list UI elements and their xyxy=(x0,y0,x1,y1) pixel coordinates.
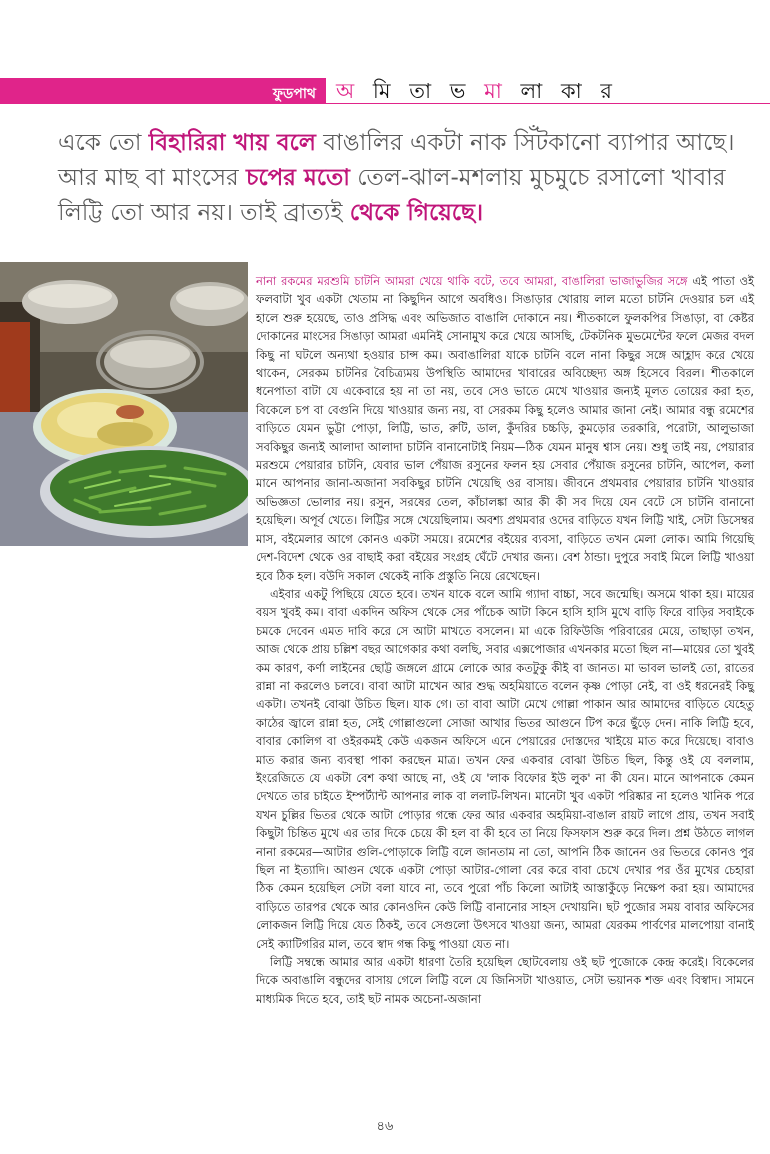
author-surname-initial: মা xyxy=(484,79,508,103)
author-initial: অ xyxy=(336,79,361,103)
article-body xyxy=(256,272,754,1008)
section-label: ফুডপাথ xyxy=(272,86,316,102)
quote-part-3: তেল-ঝাল-মশলায় মুচমুচে রসালো খাবার লিট্টি তো আর নয়। তাই ব্রাত্যই xyxy=(58,165,726,226)
food-photo xyxy=(0,262,248,546)
author-surname-rest: লা কা র xyxy=(520,79,618,103)
quote-part-1: একে তো xyxy=(58,130,149,156)
pull-quote xyxy=(58,126,738,231)
header-bar xyxy=(0,78,770,104)
quote-highlight-3: থেকে গিয়েছে। xyxy=(349,200,484,226)
article-paragraph-3: লিট্টি সম্বন্ধে আমার আর একটা ধারণা তৈরি হয়েছিল ছোটবেলায় ওই ছট পুজোকে কেন্দ্র করেই। বিকেলের দিকে অবাঙালি বন্ধুদের বাসায় গেলে লিট্টি বলে যে জিনিসটা খাওয়াত, সেটা ভয়ানক শক্ত এবং বিস্বাদ। সামনে মাধ্যমিক দিতে হবে, তাই ছট নামক অচেনা-অজানা xyxy=(256,955,754,1006)
author-first-rest: মি তা ভ xyxy=(372,79,485,103)
header-rule xyxy=(0,103,770,104)
section-tag xyxy=(0,78,326,104)
article-paragraph-2: এইবার একটু পিছিয়ে যেতে হবে। তখন যাকে বলে আমি গ্যাদা বাচ্চা, সবে জন্মেছি। অসমে থাকা হয়। মায়ের বয়স খুবই কম। বাবা একদিন অফিস থেকে সের পাঁচেক আটা কিনে হাসি হাসি মুখে বাড়ি ফিরে বাড়ির সবাইকে চমকে দেবেন এমত দাবি করে সে আটা মাখতে বসলেন। মা একে রিফিউজি পরিবারের মেয়ে, তাছাড়া তখন, আজ থেকে প্রায় চল্লিশ বছর আগেকার কথা বলছি, সবার এক্সপোজার এখনকার মতো ছিল না—মায়ের তো খুবই কম কারণ, কর্ণা লাইনের ছোট্ট জঙ্গলে গ্রামে লোকে আর কতটুকু কীই বা জানত। মা ভাবল ভালই তো, রাতের রান্না না করলেও চলবে। বাবা আটা মাখেন আর শুদ্ধ অহমিয়াতে বলেন কৃষ্ণ পোড়া নেই, বা ওই ধরনেরই কিছু একটা। তখনই বোঝা উচিত ছিল। যাক গে। তা বাবা আটা মেখে গোল্লা পাকান আর আমাদের বাড়িতে যেহেতু কাঠের জ্বালে রান্না হত, সেই গোল্লাগুলো সোজা আখার ভিতর আগুনে টিপ করে ছুঁড়ে দেন। নাকি লিট্টি হবে, বাবার কোলিগ বা ওইরকমই কেউ একজন অফিসে এনে পেয়ারের দোস্তদের খাইয়ে মাত করে দিয়েছে। বাবাও মাত করার জন্য ব্যবস্থা পাকা করছেন মাত্র। তখন ফের একবার বোঝা উচিত ছিল, কিন্তু ওই যে বললাম, ইংরেজিতে যে একটা বেশ কথা আছে না, ওই যে 'লাক বিফোর ইউ লুক' না কী যেন। মানে আপনাকে কেমন দেখতে তার চাইতে ইম্পর্ট্যান্ট আপনার লাক বা ললাট-লিখন। মানেটা খুব একটা পরিষ্কার না হলেও খানিক পরে যখন চুল্লির ভিতর থেকে আটা পোড়ার গন্ধে ফের আর একবার অহমিয়া-বাঙাল রায়ট লাগে প্রায়, তখন সবাই কিছুটা চিন্তিত মুখে এর তার দিকে চেয়ে কী হল বা কী হবে তা নিয়ে ফিসফাস শুরু করে দিল। প্রশ্ন উঠতে লাগল নানা রকমের—আটার গুলি-পোড়াকে লিট্টি বলে জানতাম না তো, আপনি ঠিক জানেন ওর ভিতরে কোনও পুর ছিল না ইত্যাদি। আগুন থেকে একটা পোড়া আটার-গোলা বের করে বাবা চেখে দেখার পর ওঁর মুখের চেহারা ঠিক কেমন হয়েছিল সেটা বলা যাবে না, তবে পুরো পাঁচ কিলো আটাই আস্তাকুঁড়ে নিক্ষেপ করা হয়। আমাদের বাড়িতে তারপর থেকে আর কোনওদিন কেউ লিট্টি বানানোর সাহস দেখায়নি। ছট পুজোর সময় বাবার অফিসের লোকজন লিট্টি দিয়ে যেত ঠিকই, তবে সেগুলো উৎসবে খাওয়া জন্য, আমরা যেরকম পার্বণের মালপোয়া বানাই সেই ক্যাটিগরির মাল, তবে স্বাদ গন্ধ কিছু পাওয়া যেত না। xyxy=(256,586,754,951)
author-name xyxy=(336,78,618,104)
article-paragraph-1 xyxy=(256,272,754,585)
page-number: ৪৬ xyxy=(376,1119,394,1134)
quote-highlight-2: চপের মতো xyxy=(246,165,350,191)
article-paragraph-1-text: এই পাতা ওই ফলবাটা খুব একটা খেতাম না কিছুদিন আগে অবধিও। সিঙাড়ার খোরায় লাল মতো চাটনি দেওয়ার চল এই হালে শুরু হয়েছে, তাও প্রসিদ্ধ এবং অভিজাত বাঙালি দোকানে নয়। শীতকালে ফুলকপির সিঙাড়া, বা কেষ্টর দোকানের মাংসের সিঙাড়া আমরা এমনিই সোনামুখ করে খেয়ে আসছি, টেকটনিক মুভমেন্টের ফলে মেজর বদল কিছু না ঘটলে অন্যথা হওয়ার চান্স কম। অবাঙালিরা যাকে চাটনি বলে নানা কিছুর সঙ্গে আহ্লাদ করে খেয়ে থাকেন, সেরকম চাটনির বৈচিত্র্যময় উপস্থিতি আমাদের খাবারের অবিচ্ছেদ্য অঙ্গ হিসেবে বিরল। শীতকালে ধনেপাতা বাটা যে একেবারে হয় না তা নয়, তবে সেও ভাতে মেখে খাওয়ার জন্যই মূলত তোয়ের করা হত, বিকেলে চপ বা বেগুনি দিয়ে খাওয়ার জন্য নয়, বা সেরকম কিছু হলেও আমার জানা নেই। আমার বন্ধু রমেশের বাড়িতে যেমন ভুট্টা পোড়া, লিট্টি, ভাত, রুটি, ডাল, কুঁদরির চচ্চড়ি, কুমড়োর তরকারি, পরোটা, আলুভাজা সবকিছুর জন্যই আলাদা আলাদা চাটনি বানানোটাই নিয়ম—ঠিক যেমন মানুষ শ্বাস নেয়। শুধু তাই নয়, পেয়ারার মরশুমে পেয়ারার চাটনি, যেবার ভাল পেঁয়াজ রসুনের ফলন হয় সেবার পেঁয়াজ রসুনের চাটনি, আপেল, কলা মানে আপনার জানা-অজানা সবকিছুর চাটনি খেয়েছি ওর বাসায়। জীবনে প্রথমবার পেয়ারার চাটনি খাওয়ার অভিজ্ঞতা ভোলার নয়। রসুন, সরষের তেল, কাঁচালঙ্কা আর কী কী সব দিয়ে যেন বেটে সে চাটনি বানানো হয়েছিল। অপূর্ব খেতে। লিট্টির সঙ্গে খেয়েছিলাম। অবশ্য প্রথমবার ওদের বাড়িতে যখন লিট্টি খাই, সেটা ডিসেম্বর মাস, বইমেলার আগে কোনও একটা সময়ে। রমেশের বইয়ের ব্যবসা, বাড়িতে তখন মেলা লোক। আমি গিয়েছি দেশ-বিদেশ থেকে ওর বাছাই করা বইয়ের সংগ্রহ ঘেঁটে দেখার জন্য। বেশ ঠান্ডা। দুপুরে সবাই মিলে লিট্টি খাওয়া হবে ঠিক হল। বউদি সকাল থেকেই নাকি প্রস্তুতি নিয়ে রেখেছেন। xyxy=(256,274,754,583)
quote-part-2: বাঙালির একটা নাক সিঁটকানো ব্যাপার আছে। আর মাছ বা মাংসের xyxy=(58,130,735,191)
quote-highlight-1: বিহারিরা খায় বলে xyxy=(148,130,316,156)
article-lead: নানা রকমের মরশুমি চাটনি আমরা খেয়ে থাকি বটে, তবে আমরা, বাঙালিরা ভাজাভুজির সঙ্গে xyxy=(256,274,688,288)
